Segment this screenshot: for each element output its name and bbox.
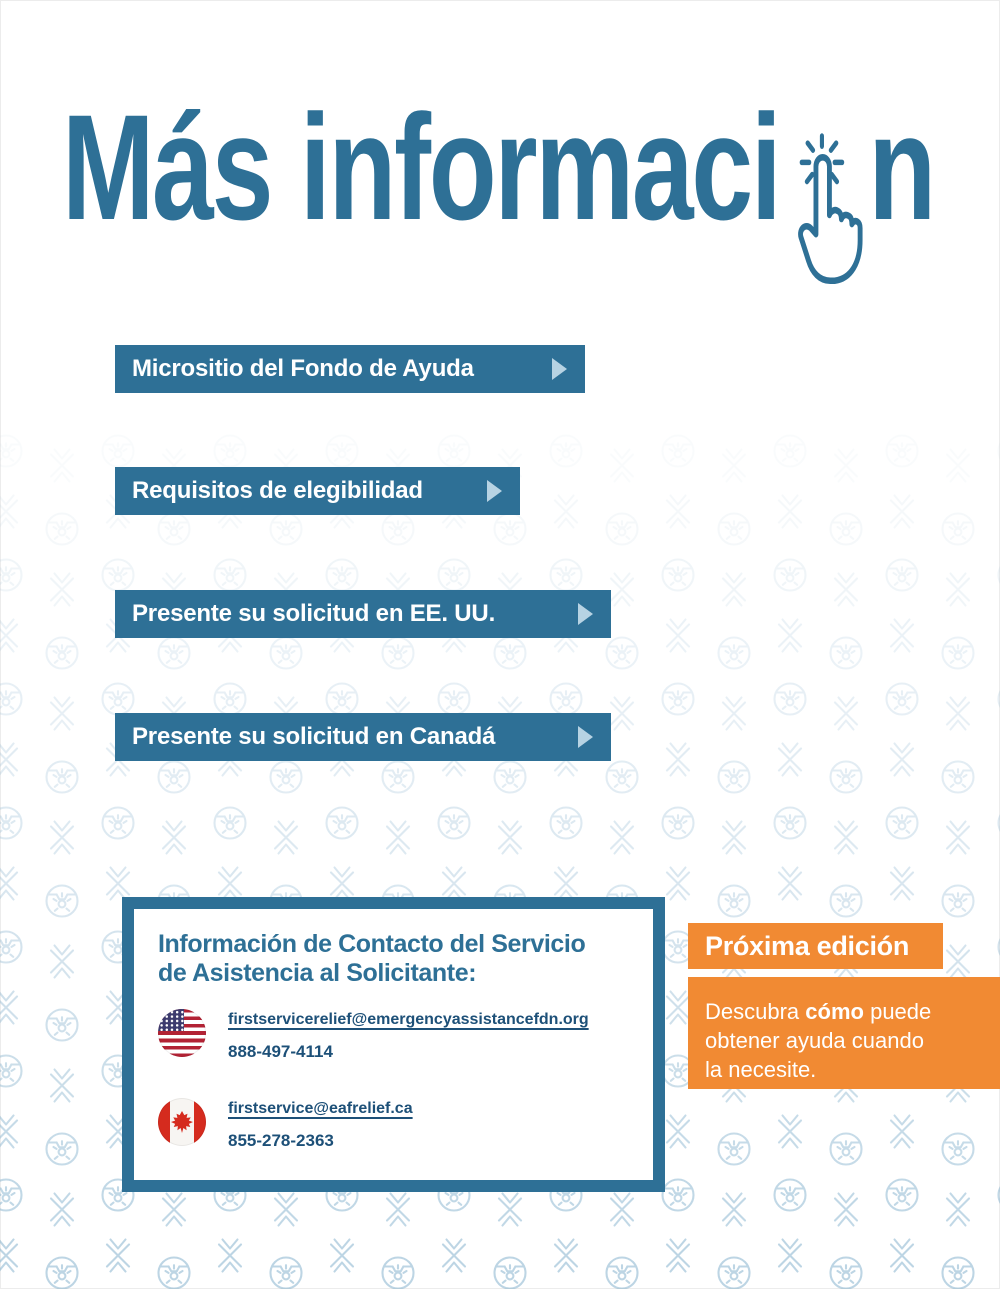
next-edition-body-bold: cómo bbox=[805, 999, 864, 1024]
next-edition-body-pre: Descubra bbox=[705, 999, 806, 1024]
email-link-us[interactable]: firstservicerelief@emergencyassistancefdn.org bbox=[228, 1011, 589, 1028]
maple-leaf-icon bbox=[171, 1111, 193, 1133]
arrow-right-icon bbox=[487, 480, 502, 502]
next-edition-header: Próxima edición bbox=[688, 923, 943, 969]
button-label: Requisitos de elegibilidad bbox=[132, 477, 423, 504]
contact-heading-line1: Información de Contacto del Servicio bbox=[158, 930, 586, 958]
email-link-canada[interactable]: firstservice@eafrelief.ca bbox=[228, 1100, 413, 1117]
contact-heading bbox=[158, 930, 635, 987]
button-micrositio-fondo[interactable] bbox=[115, 345, 585, 393]
arrow-right-icon bbox=[578, 726, 593, 748]
contact-row-us bbox=[158, 1009, 635, 1062]
button-label: Presente su solicitud en Canadá bbox=[132, 723, 496, 750]
us-flag-icon bbox=[158, 1009, 206, 1057]
phone-number-us: 888-497-4114 bbox=[228, 1042, 333, 1061]
button-label: Micrositio del Fondo de Ayuda bbox=[132, 355, 474, 382]
click-hand-icon bbox=[784, 132, 867, 304]
next-edition-body-post: puede obtener ayuda cuando la necesite. bbox=[705, 999, 932, 1083]
arrow-right-icon bbox=[552, 358, 567, 380]
arrow-right-icon bbox=[578, 603, 593, 625]
title-text-post: n bbox=[868, 83, 934, 251]
button-solicitud-canada[interactable] bbox=[115, 713, 611, 761]
contact-row-canada bbox=[158, 1098, 635, 1151]
title-text-pre: Más informaci bbox=[62, 83, 780, 251]
page-title bbox=[62, 83, 934, 304]
next-edition-body bbox=[688, 977, 1000, 1089]
contact-box bbox=[122, 897, 665, 1192]
button-requisitos-elegibilidad[interactable] bbox=[115, 467, 520, 515]
button-solicitud-eeuu[interactable] bbox=[115, 590, 611, 638]
phone-number-canada: 855-278-2363 bbox=[228, 1131, 334, 1150]
button-label: Presente su solicitud en EE. UU. bbox=[132, 600, 496, 627]
contact-heading-line2: de Asistencia al Solicitante: bbox=[158, 958, 477, 987]
canada-flag-icon bbox=[158, 1098, 206, 1146]
